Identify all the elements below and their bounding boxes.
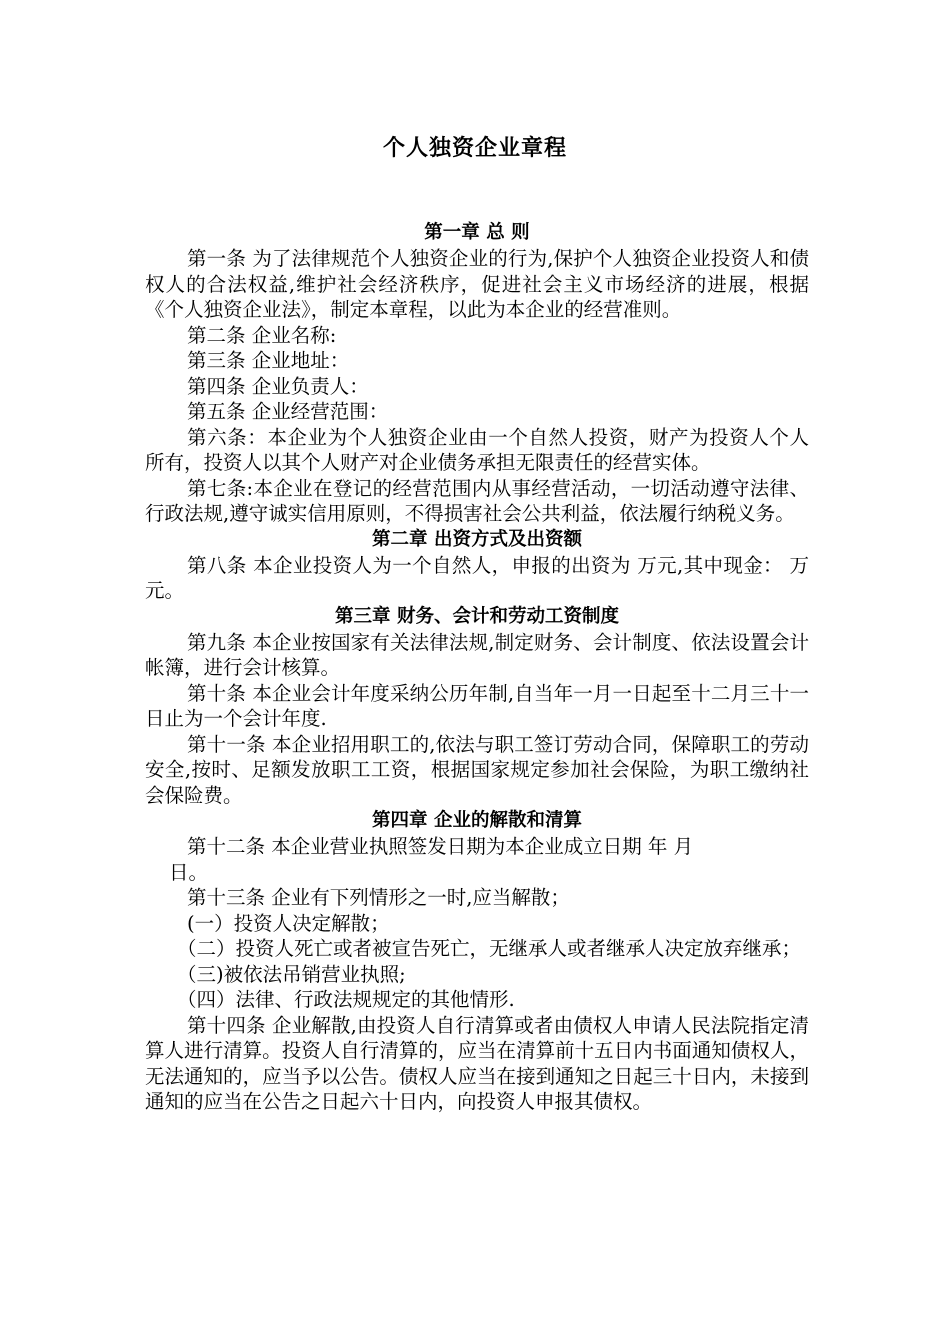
document-body xyxy=(145,220,809,1115)
article-13-item-2: （二）投资人死亡或者被宣告死亡，无继承人或者继承人决定放弃继承； xyxy=(177,937,802,960)
article-2: 第二条 企业名称: xyxy=(187,323,337,347)
article-10: 第十条 本企业会计年度采纳公历年制,自当年一月一日起至十二月三十一日止为一个会计年度. xyxy=(145,681,809,730)
article-9: 第九条 本企业按国家有关法律法规,制定财务、会计制度、依法设置会计帐簿，进行会计核算。 xyxy=(145,630,809,679)
chapter-heading-3: 第三章 财务、会计和劳动工资制度 xyxy=(335,605,619,627)
article-5: 第五条 企业经营范围： xyxy=(187,400,389,423)
article-13-item-3: （三)被依法吊销营业执照; xyxy=(177,962,406,986)
article-12-line-1: 第十二条 本企业营业执照签发日期为本企业成立日期 年 月 xyxy=(187,835,694,858)
article-11: 第十一条 本企业招用职工的,依法与职工签订劳动合同，保障职工的劳动安全,按时、足额发放职工工资，根据国家规定参加社会保险，为职工缴纳社会保险费。 xyxy=(145,732,809,807)
article-1: 第一条 为了法律规范个人独资企业的行为,保护个人独资企业投资人和债权人的合法权益,维护社会经济秩序，促进社会主义市场经济的进展，根据《个人独资企业法》，制定本章程，以此为本企业的经营准则。 xyxy=(145,247,809,321)
chapter-heading-2: 第二章 出资方式及出资额 xyxy=(372,528,582,550)
document-title: 个人独资企业章程 xyxy=(382,136,567,161)
article-13-item-4: （四）法律、行政法规规定的其他情形. xyxy=(177,988,515,1011)
article-14: 第十四条 企业解散,由投资人自行清算或者由债权人申请人民法院指定清算人进行清算。投资人自行清算的，应当在清算前十五日内书面通知债权人，无法通知的，应当予以公告。债权人应当在接到通知之日起三十日内，未接到通知的应当在公告之日起六十日内，向投资人申报其债权。 xyxy=(145,1013,809,1113)
article-13: 第十三条 企业有下列情形之一时,应当解散； xyxy=(187,886,570,909)
article-12 xyxy=(145,834,809,885)
article-12-line-2: 日。 xyxy=(169,860,209,884)
chapter-heading-4: 第四章 企业的解散和清算 xyxy=(372,810,582,831)
chapter-heading-1: 第一章 总 则 xyxy=(424,222,530,243)
article-13-item-1: (一）投资人决定解散； xyxy=(187,911,390,935)
article-8: 第八条 本企业投资人为一个自然人，申报的出资为 万元,其中现金： 万元。 xyxy=(145,553,809,602)
article-7: 第七条:本企业在登记的经营范围内从事经营活动，一切活动遵守法律、行政法规,遵守诚实信用原则，不得损害社会公共利益，依法履行纳税义务。 xyxy=(145,476,809,525)
article-4: 第四条 企业负责人： xyxy=(187,374,369,398)
article-6: 第六条：本企业为个人独资企业由一个自然人投资，财产为投资人个人所有，投资人以其个人财产对企业债务承担无限责任的经营实体。 xyxy=(145,425,809,474)
article-3: 第三条 企业地址： xyxy=(187,349,350,372)
